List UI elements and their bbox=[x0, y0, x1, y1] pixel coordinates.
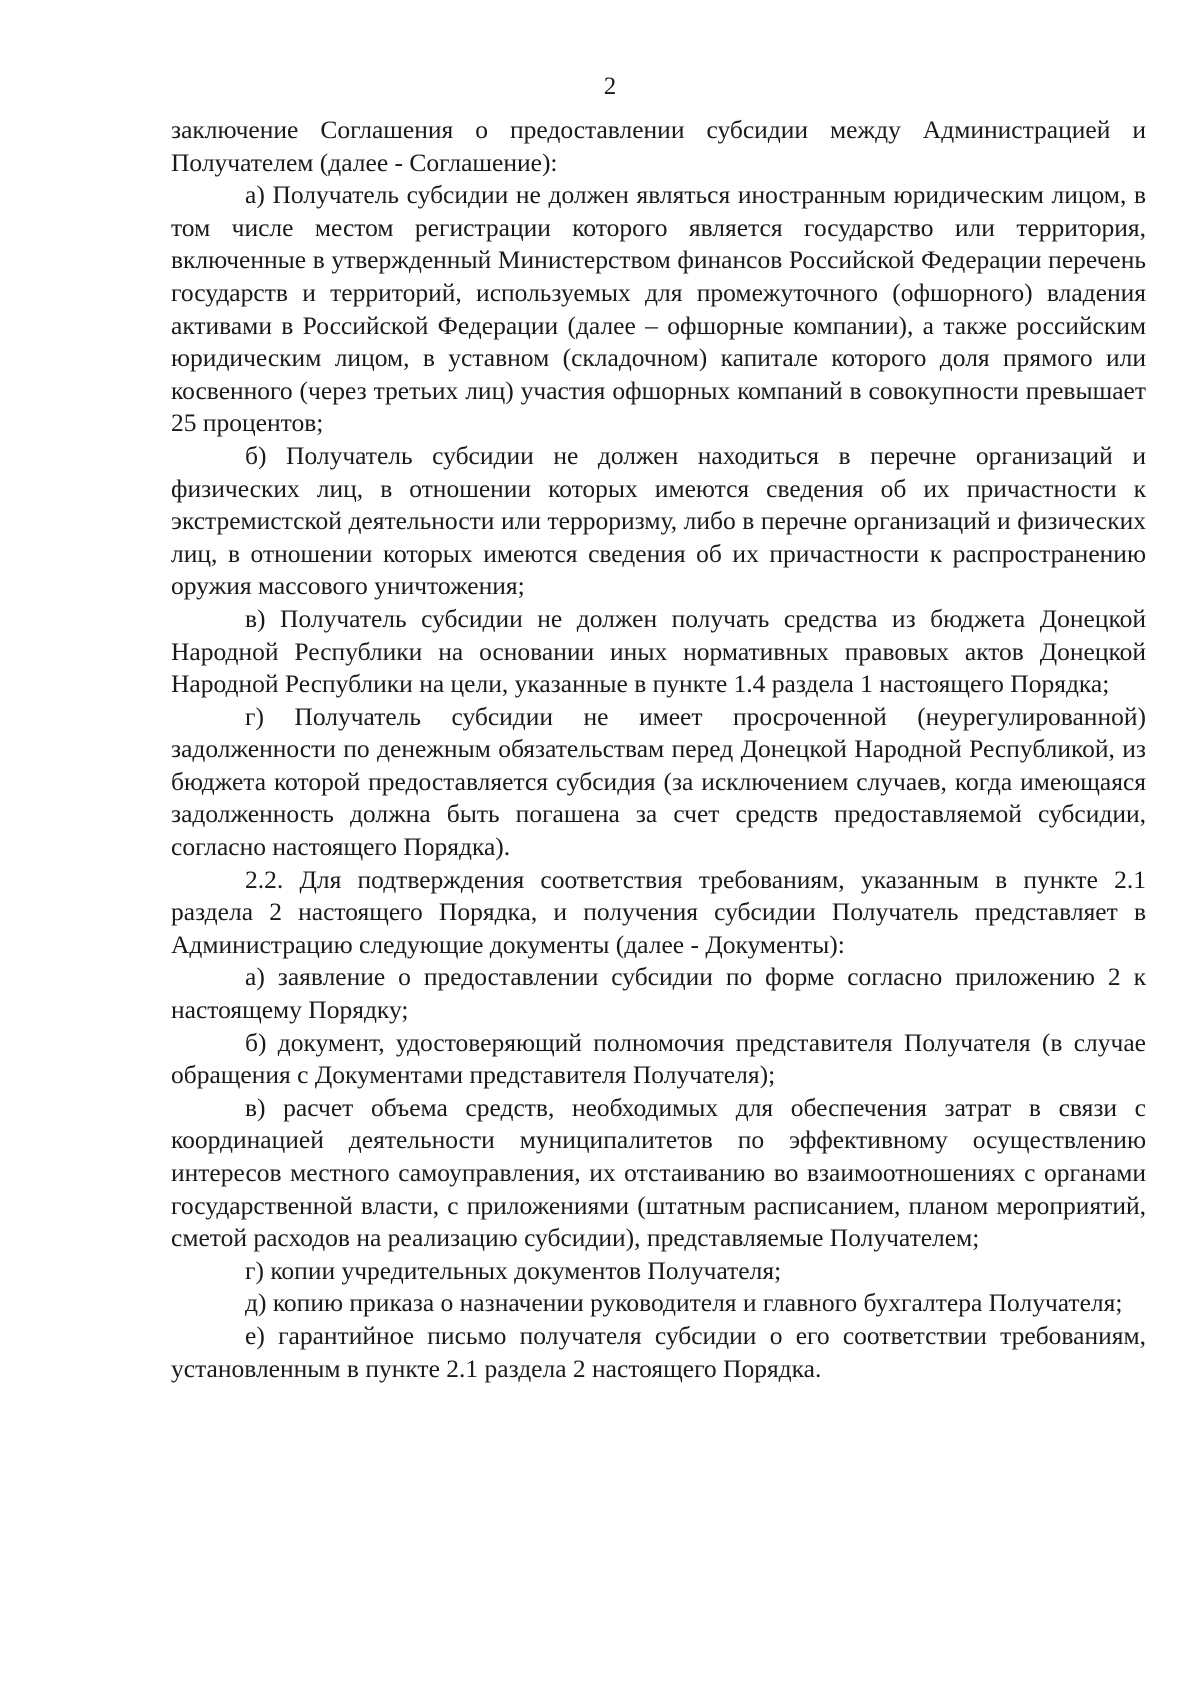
paragraph-doc-d-order-copy: д) копию приказа о назначении руководителя и главного бухгалтера Получателя; bbox=[245, 1288, 1123, 1318]
paragraph-doc-v-calculation: в) расчет объема средств, необходимых для обеспечения затрат в связи с координацией деятельности муниципалитетов по эффективному осуществлению интересов местного самоуправления, их отстаиванию во взаимоотношениях с органами государственной власти, с приложениями (штатным расписанием, планом мероприятий, сметой расходов на реализацию субсидии), представляемые Получателем; bbox=[171, 1092, 1146, 1253]
paragraph-doc-e-guarantee-letter: е) гарантийное письмо получателя субсидии о его соответствии требованиям, установленным в пункте 2.1 раздела 2 настоящего Порядка. bbox=[171, 1320, 1146, 1383]
paragraph-item-v-budget-funds: в) Получатель субсидии не должен получать средства из бюджета Донецкой Народной Республики на основании иных нормативных правовых актов Донецкой Народной Республики на цели, указанные в пункте 1.4 раздела 1 настоящего Порядка; bbox=[171, 603, 1146, 699]
paragraph-item-a-offshore: а) Получатель субсидии не должен являться иностранным юридическим лицом, в том числе местом регистрации которого является государство или территория, включенные в утвержденный Министерством финансов Российской Федерации перечень государств и территорий, используемых для промежуточного (офшорного) владения активами в Российской Федерации (далее – офшорные компании), а также российским юридическим лицом, в уставном (складочном) капитале которого доля прямого или косвенного (через третьих лиц) участия офшорных компаний в совокупности превышает 25 процентов; bbox=[171, 180, 1146, 438]
page-number: 2 bbox=[603, 73, 617, 100]
paragraph-clause-2-2: 2.2. Для подтверждения соответствия требованиям, указанным в пункте 2.1 раздела 2 настоящего Порядка, и получения субсидии Получатель представляет в Администрацию следующие документы (далее - Документы): bbox=[171, 864, 1146, 959]
paragraph-doc-g-charter-copies: г) копии учредительных документов Получателя; bbox=[245, 1255, 782, 1285]
document-body bbox=[171, 114, 1146, 1385]
paragraph-doc-b-authority: б) документ, удостоверяющий полномочия представителя Получателя (в случае обращения с Документами представителя Получателя); bbox=[171, 1027, 1146, 1090]
paragraph-item-g-debt: г) Получатель субсидии не имеет просроченной (неурегулированной) задолженности по денежным обязательствам перед Донецкой Народной Республикой, из бюджета которой предоставляется субсидия (за исключением случаев, когда имеющаяся задолженность должна быть погашена за счет средств предоставляемой субсидии, согласно настоящего Порядка). bbox=[171, 701, 1146, 862]
paragraph-item-b-extremism: б) Получатель субсидии не должен находиться в перечне организаций и физических лиц, в отношении которых имеются сведения об их причастности к экстремистской деятельности или терроризму, либо в перечне организаций и физических лиц, в отношении которых имеются сведения об их причастности к распространению оружия массового уничтожения; bbox=[171, 440, 1146, 601]
paragraph-doc-a-application: а) заявление о предоставлении субсидии по форме согласно приложению 2 к настоящему Порядку; bbox=[171, 962, 1146, 1025]
paragraph-agreement-conclusion: заключение Соглашения о предоставлении субсидии между Администрацией и Получателем (далее - Соглашение): bbox=[171, 115, 1146, 177]
